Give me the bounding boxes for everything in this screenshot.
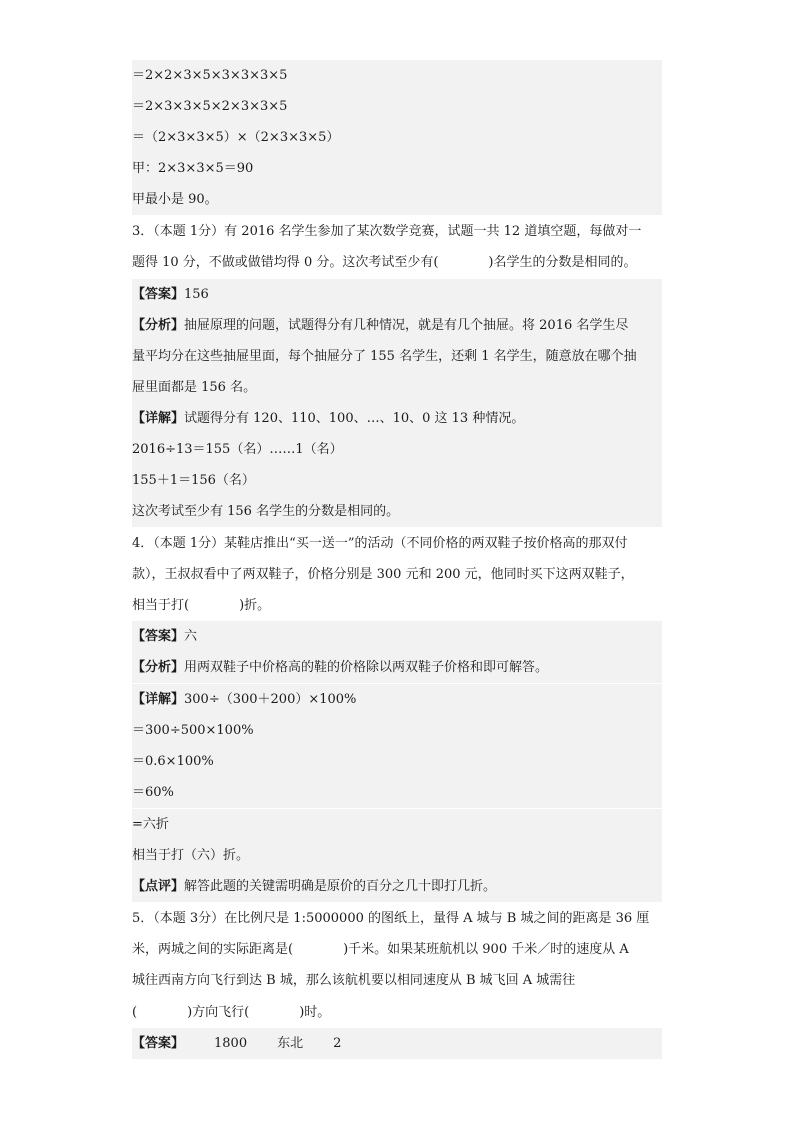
- analysis-label: 【分析】: [132, 318, 185, 333]
- question-4-text: 4．（本题 1分）某鞋店推出“买一送一”的活动（不同价格的两双鞋子按价格高的那双付: [132, 536, 628, 551]
- question-5-text-part: )千米。如果某班航机以 900 千米／时的速度从 A: [343, 942, 629, 957]
- conclusion-line: 相当于打（六）折。: [132, 840, 662, 871]
- solution-line: ＝（2×3×3×5）×（2×3×3×5）: [132, 122, 662, 153]
- question-5-text: [132, 997, 662, 1028]
- question-5-text: [132, 934, 662, 965]
- detail-label: 【详解】: [132, 692, 185, 707]
- analysis-label: 【分析】: [132, 660, 185, 675]
- detail-label: 【详解】: [132, 411, 185, 426]
- analysis-line: 量平均分在这些抽屉里面，每个抽屉分了 155 名学生，还剩 1 名学生，随意放在哪个抽: [132, 341, 662, 372]
- calc-line: =六折: [132, 809, 662, 840]
- answer-value: 1800: [214, 1036, 248, 1051]
- calc-line: 155＋1＝156（名）: [132, 465, 662, 496]
- answer-label: 【答案】: [132, 629, 185, 644]
- solution-line: ＝2×3×3×5×2×3×3×5: [132, 91, 662, 122]
- question-4-text: 款），王叔叔看中了两双鞋子，价格分别是 300 元和 200 元，他同时买下这两双鞋子，: [132, 567, 634, 582]
- answer-label: 【答案】: [132, 1036, 185, 1051]
- calc-line: ＝0.6×100%: [132, 746, 662, 777]
- question-5-text: 5．（本题 3分）在比例尺是 1:5000000 的图纸上，量得 A 城与 B 城之间的距离是 36 厘: [132, 911, 650, 926]
- analysis-line: [132, 652, 662, 683]
- solution-line: 甲最小是 90。: [132, 184, 662, 215]
- answer-line: [132, 621, 662, 652]
- question-5-text: 城往西南方向飞行到达 B 城，那么该航机要以相同速度从 B 城飞回 A 城需往: [132, 973, 576, 988]
- solution-line: 甲：2×3×3×5＝90: [132, 153, 662, 184]
- question-5-text-part: (: [132, 1005, 138, 1020]
- answer-value: 2: [333, 1036, 342, 1051]
- conclusion-line: 这次考试至少有 156 名学生的分数是相同的。: [132, 496, 662, 527]
- detail-line: [132, 403, 662, 434]
- comment-label: 【点评】: [132, 879, 185, 894]
- analysis-text: 抽屉原理的问题，试题得分有几种情况，就是有几个抽屉。将 2016 名学生尽: [184, 318, 629, 333]
- detail-text: 试题得分有 120、110、100、…、10、0 这 13 种情况。: [184, 411, 525, 426]
- answer-value: 156: [184, 287, 209, 302]
- question-3-text-part: )名学生的分数是相同的。: [488, 255, 637, 270]
- answer-value: 东北: [277, 1036, 304, 1051]
- answer-label: 【答案】: [132, 287, 185, 302]
- detail-line: [132, 684, 662, 715]
- answer-line: [132, 279, 662, 310]
- comment-line: [132, 871, 662, 902]
- analysis-text: 用两双鞋子中价格高的鞋的价格除以两双鞋子价格和即可解答。: [184, 660, 549, 675]
- question-3-text-part: 题得 10 分，不做或做错均得 0 分。这次考试至少有(: [132, 255, 439, 270]
- calc-line: ＝60%: [132, 777, 662, 808]
- calc-line: 2016÷13＝155（名）……1（名）: [132, 434, 662, 465]
- question-4-text-part: 相当于打(: [132, 598, 190, 613]
- solution-line: ＝2×2×3×5×3×3×3×5: [132, 60, 662, 91]
- question-3-text: 3．（本题 1分）有 2016 名学生参加了某次数学竞赛，试题一共 12 道填空题，每做对一: [132, 224, 642, 239]
- detail-text: 300÷（300＋200）×100%: [184, 692, 357, 707]
- question-5-text-part: 米，两城之间的实际距离是(: [132, 942, 294, 957]
- question-5-text-part: )方向飞行(: [187, 1005, 250, 1020]
- calc-line: ＝300÷500×100%: [132, 715, 662, 746]
- question-3-text: [132, 247, 662, 278]
- question-5-text-part: )时。: [299, 1005, 331, 1020]
- analysis-line: 屉里面都是 156 名。: [132, 372, 662, 403]
- question-4-text-part: )折。: [239, 598, 271, 613]
- question-4-text: [132, 590, 662, 621]
- answer-line: [132, 1028, 662, 1059]
- comment-text: 解答此题的关键需明确是原价的百分之几十即打几折。: [184, 879, 497, 894]
- analysis-line: [132, 310, 662, 341]
- answer-value: 六: [184, 629, 198, 644]
